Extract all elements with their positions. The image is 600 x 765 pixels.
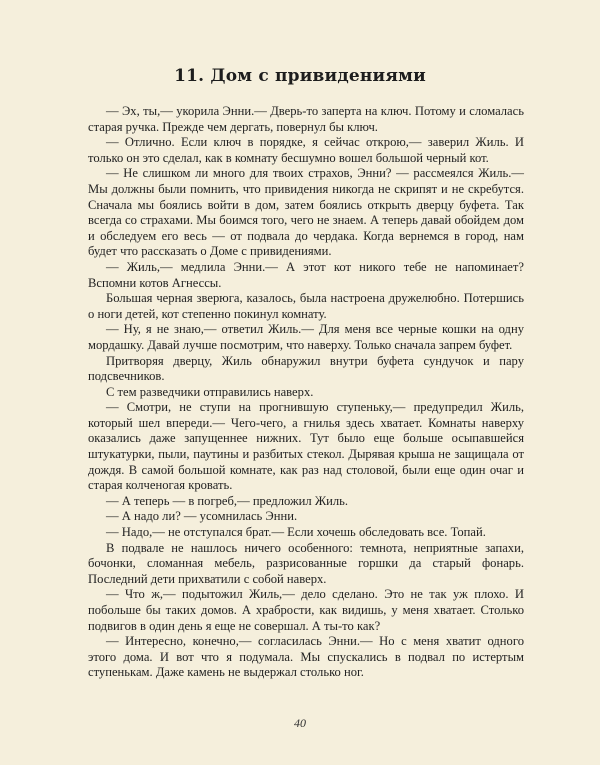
- paragraph: — Что ж,— подытожил Жиль,— дело сделано. Это не так уж плохо. И побольше бы таких домов. А храбрости, как видишь, у меня хватает. Столько подвигов в один день я еще не совершал. А ты-то как?: [88, 587, 524, 633]
- paragraph: — Отлично. Если ключ в порядке, я сейчас открою,— заверил Жиль. И только он это сделал, как в комнату бесшумно вошел большой черный кот.: [88, 135, 524, 165]
- paragraph: Притворяя дверцу, Жиль обнаружил внутри буфета сундучок и пару подсвечников.: [88, 353, 524, 384]
- paragraph: — А надо ли? — усомнилась Энни.: [106, 509, 298, 524]
- paragraph: — Смотри, не ступи на прогнившую ступеньку,— предупредил Жиль, который шел впереди.— Чего-чего, а гнилья здесь хватает. Комнаты наверху оказались даже запущеннее нижних. Тут было еще больше осыпавшейся штукатурки, пыли, паутины и разбитых стекол. Дырявая крыша не защищала от дождя. В самой большой комнате, как раз над столовой, были еще один очаг и старая колченогая кровать.: [88, 400, 524, 493]
- paragraph: Большая черная зверюга, казалось, была настроена дружелюбно. Потершись о ноги детей, кот степенно покинул комнату.: [88, 291, 524, 321]
- page-number: 40: [294, 716, 306, 730]
- paragraph: — Надо,— не отступался брат.— Если хочешь обследовать все. Топай.: [106, 525, 486, 540]
- paragraph: С тем разведчики отправились наверх.: [106, 384, 314, 399]
- paragraph: — А теперь — в погреб,— предложил Жиль.: [106, 493, 349, 508]
- chapter-title: 11. Дом с привидениями: [174, 66, 426, 86]
- paragraph: В подвале не нашлось ничего особенного: темнота, неприятные запахи, бочонки, сломанная мебель, разрисованные горшки да старый фонарь. Последний дети прихватили с собой наверх.: [88, 540, 524, 586]
- paragraph: — Ну, я не знаю,— ответил Жиль.— Для меня все черные кошки на одну мордашку. Давай лучше посмотрим, что наверху. Только сначала запрем буфет.: [88, 322, 524, 352]
- paragraph: — Жиль,— медлила Энни.— А этот кот никого тебе не напоминает? Вспомни котов Агнессы.: [88, 259, 524, 290]
- paragraph: — Эх, ты,— укорила Энни.— Дверь-то заперта на ключ. Потому и сломалась старая ручка. Прежде чем дергать, повернул бы ключ.: [88, 104, 524, 134]
- paragraph: — Не слишком ли много для твоих страхов, Энни? — рассмеялся Жиль.— Мы должны были помнить, что привидения никогда не скрипят и не скребутся. Сначала мы боялись войти в дом, затем боялись открыть дверцу буфета. Так всегда со страхами. Мы боимся того, чего не знаем. А теперь давай обойдем дом и обследуем его весь — от подвала до чердака. Когда вернемся в город, нам будет что рассказать о Доме с привидениями.: [88, 166, 524, 259]
- chapter-text: [88, 104, 524, 681]
- paragraph: — Интересно, конечно,— согласилась Энни.— Но с меня хватит одного этого дома. И вот что я подумала. Мы спускались в подвал по истертым ступенькам. Даже камень не выдержал столько ног.: [88, 634, 524, 680]
